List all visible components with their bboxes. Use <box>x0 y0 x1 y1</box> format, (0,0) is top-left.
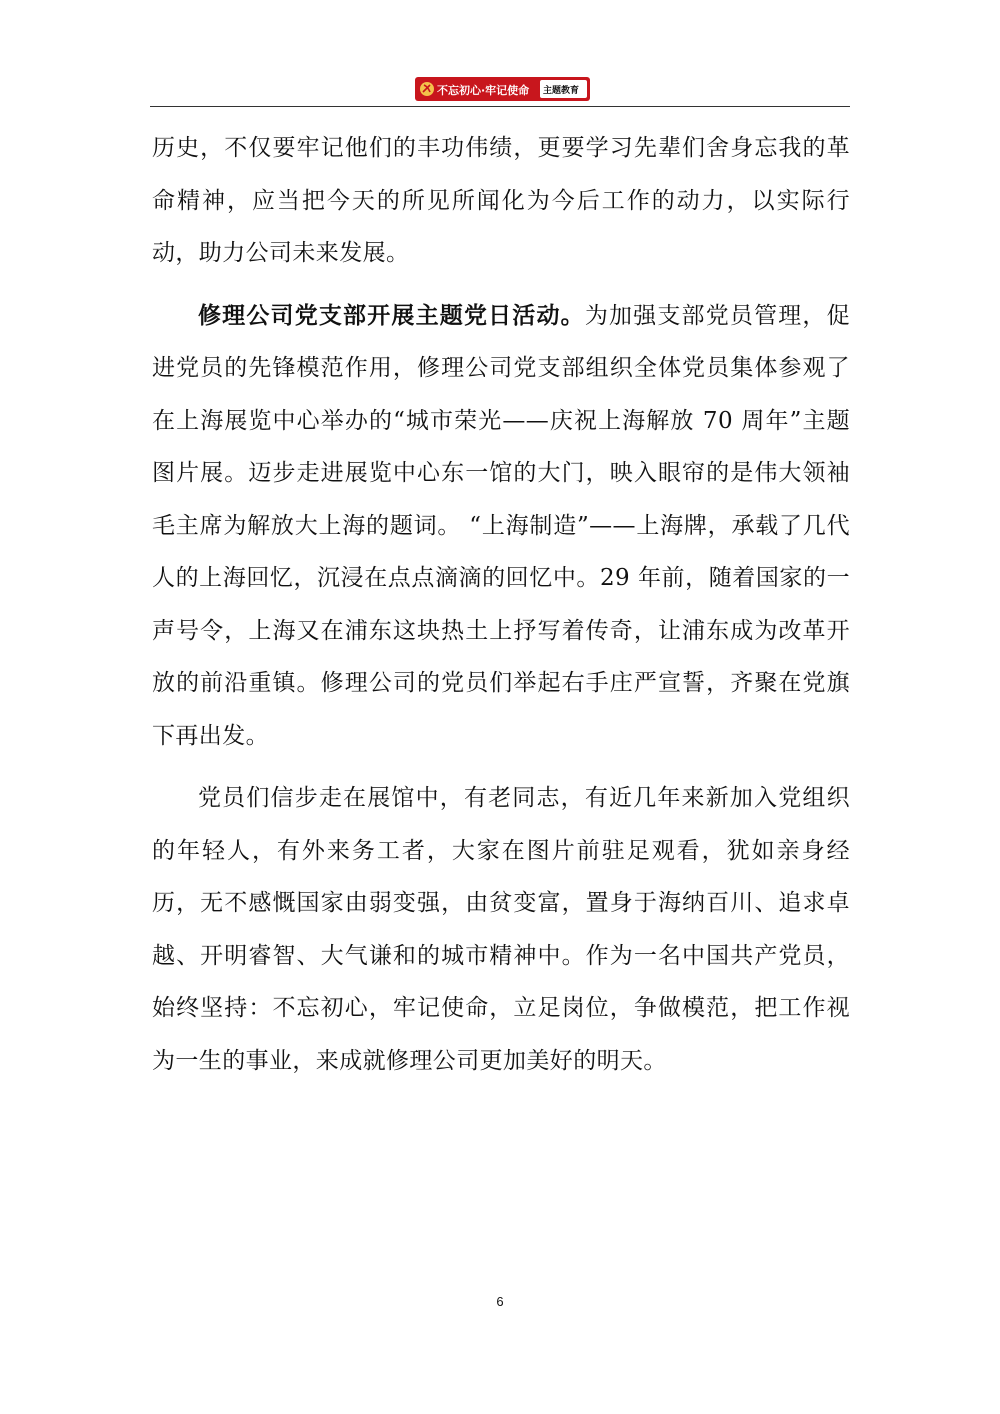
svg-text:主题教育: 主题教育 <box>543 86 580 96</box>
header-divider <box>150 106 850 107</box>
theme-education-logo <box>415 75 590 103</box>
paragraph-1 <box>152 122 850 280</box>
paragraph-text: 党员们信步走在展馆中，有老同志，有近几年来新加入党组织的年轻人，有外来务工者，大家在图片前驻足观看，犹如亲身经历，无不感慨国家由弱变强，由贫变富，置身于海纳百川、追求卓越、开明睿智、大气谦和的城市精神中。作为一名中国共产党员，始终坚持：不忘初心，牢记使命，立足岗位，争做模范，把工作视为一生的事业，来成就修理公司更加美好的明天。 <box>152 785 850 1074</box>
paragraph-2 <box>152 290 850 763</box>
document-body <box>152 122 850 1087</box>
page-number: 6 <box>496 1294 504 1309</box>
paragraph-lead: 修理公司党支部开展主题党日活动。 <box>198 301 585 329</box>
paragraph-text: 历史，不仅要牢记他们的丰功伟绩，更要学习先辈们舍身忘我的革命精神，应当把今天的所见所闻化为今后工作的动力，以实际行动，助力公司未来发展。 <box>152 135 850 266</box>
svg-text:不忘初心·牢记使命: 不忘初心·牢记使命 <box>437 84 530 97</box>
paragraph-text: 为加强支部党员管理，促进党员的先锋模范作用，修理公司党支部组织全体党员集体参观了在上海展览中心举办的“城市荣光——庆祝上海解放 70 周年”主题图片展。迈步走进展览中心东一馆的大门，映入眼帘的是伟大领袖毛主席为解放大上海的题词。 “上海制造”——上海牌，承载了几代人的上海回忆，沉浸在点点滴滴的回忆中。29 年前，随着国家的一声号令，上海又在浦东这块热土上抒写着传奇，让浦东成为改革开放的前沿重镇。修理公司的党员们举起右手庄严宣誓，齐聚在党旗下再出发。 <box>152 302 850 749</box>
paragraph-3 <box>152 772 850 1087</box>
